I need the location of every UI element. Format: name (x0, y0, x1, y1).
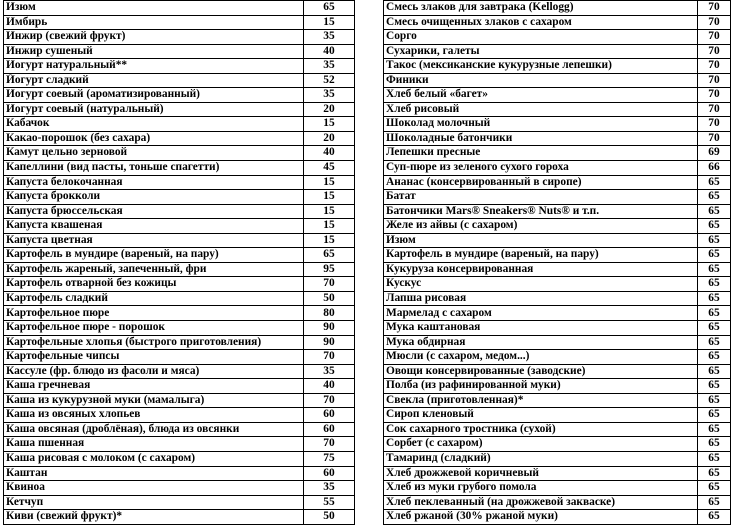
food-name-cell: Каша из овсяных хлопьев (4, 408, 304, 423)
food-name-cell: Смесь злаков для завтрака (Kellogg) (384, 1, 698, 16)
food-name-cell: Киви (свежий фрукт)* (4, 510, 304, 525)
food-name-cell: Свекла (приготовленная)* (384, 393, 698, 408)
table-row (384, 146, 731, 161)
table-row (384, 248, 731, 263)
table-row (4, 175, 355, 190)
table-row (4, 204, 355, 219)
food-name-cell: Полба (из рафинированной муки) (384, 379, 698, 394)
table-row (384, 379, 731, 394)
glycemic-index-cell: 65 (698, 408, 731, 423)
food-name-cell: Квиноа (4, 481, 304, 496)
food-name-cell: Иогурт соевый (натуральный) (4, 102, 304, 117)
food-name-cell: Какао-порошок (без сахара) (4, 131, 304, 146)
table-row (4, 248, 355, 263)
table-row (384, 117, 731, 132)
glycemic-index-cell: 15 (304, 175, 355, 190)
glycemic-index-cell: 40 (304, 379, 355, 394)
glycemic-index-cell: 70 (698, 131, 731, 146)
glycemic-index-cell: 65 (698, 437, 731, 452)
glycemic-index-cell: 65 (698, 495, 731, 510)
glycemic-index-cell: 65 (698, 175, 731, 190)
table-row (384, 1, 731, 16)
table-row (4, 335, 355, 350)
food-name-cell: Мармелад с сахаром (384, 306, 698, 321)
food-name-cell: Капуста квашеная (4, 219, 304, 234)
food-name-cell: Каша из кукурузной муки (мамалыга) (4, 393, 304, 408)
glycemic-index-cell: 52 (304, 73, 355, 88)
glycemic-index-cell: 95 (304, 262, 355, 277)
glycemic-index-cell: 70 (304, 350, 355, 365)
food-name-cell: Йогурт сладкий (4, 73, 304, 88)
food-name-cell: Картофель отварной без кожицы (4, 277, 304, 292)
glycemic-index-cell: 15 (304, 190, 355, 205)
food-name-cell: Батат (384, 190, 698, 205)
food-name-cell: Капуста белокочанная (4, 175, 304, 190)
food-name-cell: Лапша рисовая (384, 291, 698, 306)
glycemic-index-cell: 65 (698, 350, 731, 365)
glycemic-index-cell: 70 (304, 277, 355, 292)
table-row (384, 481, 731, 496)
glycemic-index-cell: 65 (698, 510, 731, 525)
glycemic-index-cell: 65 (698, 321, 731, 336)
food-name-cell: Капуста брокколи (4, 190, 304, 205)
food-name-cell: Каша гречневая (4, 379, 304, 394)
glycemic-index-cell: 65 (698, 393, 731, 408)
table-row (384, 131, 731, 146)
food-name-cell: Сироп кленовый (384, 408, 698, 423)
glycemic-index-cell: 60 (304, 408, 355, 423)
glycemic-index-cell: 65 (304, 1, 355, 16)
food-name-cell: Суп-пюре из зеленого сухого гороха (384, 161, 698, 176)
food-name-cell: Желе из айвы (с сахаром) (384, 219, 698, 234)
table-row (4, 233, 355, 248)
table-row (384, 408, 731, 423)
glycemic-index-cell: 15 (304, 233, 355, 248)
table-row (384, 451, 731, 466)
table-row (4, 219, 355, 234)
table-row (384, 291, 731, 306)
food-name-cell: Имбирь (4, 15, 304, 30)
food-name-cell: Каша рисовая с молоком (с сахаром) (4, 451, 304, 466)
food-name-cell: Картофель сладкий (4, 291, 304, 306)
table-row (4, 15, 355, 30)
food-name-cell: Шоколад молочный (384, 117, 698, 132)
food-name-cell: Мука обдирная (384, 335, 698, 350)
glycemic-index-cell: 90 (304, 335, 355, 350)
table-row (4, 190, 355, 205)
glycemic-index-cell: 70 (698, 59, 731, 74)
food-name-cell: Иогурт натуральный** (4, 59, 304, 74)
glycemic-index-cell: 70 (698, 44, 731, 59)
glycemic-index-cell: 65 (698, 219, 731, 234)
table-row (4, 277, 355, 292)
table-row (4, 117, 355, 132)
food-name-cell: Картофельное пюре - порошок (4, 321, 304, 336)
glycemic-index-cell: 50 (304, 510, 355, 525)
table-body (384, 1, 731, 525)
food-name-cell: Инжир сушеный (4, 44, 304, 59)
glycemic-index-cell: 65 (698, 291, 731, 306)
table-row (4, 408, 355, 423)
glycemic-index-cell: 65 (698, 277, 731, 292)
glycemic-index-cell: 40 (304, 146, 355, 161)
table-row (384, 262, 731, 277)
table-row (4, 59, 355, 74)
food-name-cell: Кускус (384, 277, 698, 292)
food-name-cell: Хлеб пеклеванный (на дрожжевой закваске) (384, 495, 698, 510)
food-name-cell: Картофель в мундире (вареный, на пару) (384, 248, 698, 263)
glycemic-index-cell: 35 (304, 30, 355, 45)
glycemic-index-cell: 35 (304, 364, 355, 379)
food-name-cell: Тамаринд (сладкий) (384, 451, 698, 466)
glycemic-index-cell: 70 (698, 88, 731, 103)
table-row (4, 466, 355, 481)
table-row (4, 291, 355, 306)
table-row (384, 219, 731, 234)
table-row (4, 364, 355, 379)
glycemic-index-cell: 90 (304, 321, 355, 336)
food-name-cell: Такос (мексиканские кукурузные лепешки) (384, 59, 698, 74)
table-row (4, 510, 355, 525)
food-name-cell: Кассуле (фр. блюдо из фасоли и мяса) (4, 364, 304, 379)
table-row (384, 44, 731, 59)
glycemic-index-cell: 70 (698, 1, 731, 16)
glycemic-index-cell: 65 (698, 262, 731, 277)
glycemic-index-cell: 69 (698, 146, 731, 161)
table-row (384, 175, 731, 190)
glycemic-index-cell: 15 (304, 117, 355, 132)
glycemic-index-cell: 70 (698, 102, 731, 117)
table-row (384, 393, 731, 408)
glycemic-index-cell: 80 (304, 306, 355, 321)
glycemic-index-cell: 65 (698, 190, 731, 205)
glycemic-index-cell: 55 (304, 495, 355, 510)
glycemic-index-cell: 35 (304, 59, 355, 74)
food-name-cell: Картофельные хлопья (быстрого приготовления) (4, 335, 304, 350)
table-row (4, 88, 355, 103)
food-name-cell: Мюсли (с сахаром, медом...) (384, 350, 698, 365)
glycemic-index-cell: 20 (304, 131, 355, 146)
glycemic-index-cell: 65 (698, 422, 731, 437)
glycemic-index-cell: 70 (698, 73, 731, 88)
table-row (384, 88, 731, 103)
glycemic-index-cell: 75 (304, 451, 355, 466)
glycemic-index-cell: 65 (698, 451, 731, 466)
table-row (4, 30, 355, 45)
table-row (384, 30, 731, 45)
glycemic-index-cell: 50 (304, 291, 355, 306)
glycemic-index-cell: 60 (304, 422, 355, 437)
food-name-cell: Каша овсяная (дроблёная), блюда из овсянки (4, 422, 304, 437)
food-name-cell: Хлеб рисовый (384, 102, 698, 117)
glycemic-index-cell: 65 (698, 204, 731, 219)
glycemic-index-cell: 40 (304, 44, 355, 59)
table-row (384, 335, 731, 350)
table-row (4, 44, 355, 59)
table-row (384, 204, 731, 219)
table-row (4, 306, 355, 321)
food-name-cell: Кетчуп (4, 495, 304, 510)
food-name-cell: Сорбет (с сахаром) (384, 437, 698, 452)
glycemic-index-cell: 65 (698, 248, 731, 263)
table-row (4, 422, 355, 437)
table-row (384, 466, 731, 481)
glycemic-index-cell: 35 (304, 88, 355, 103)
food-name-cell: Овощи консервированные (заводские) (384, 364, 698, 379)
glycemic-index-cell: 70 (304, 437, 355, 452)
glycemic-index-cell: 70 (698, 15, 731, 30)
food-name-cell: Инжир (свежий фрукт) (4, 30, 304, 45)
glycemic-index-cell: 15 (304, 219, 355, 234)
food-name-cell: Сухарики, галеты (384, 44, 698, 59)
glycemic-index-cell: 15 (304, 204, 355, 219)
food-name-cell: Батончики Mars® Sneakers® Nuts® и т.п. (384, 204, 698, 219)
table-row (384, 277, 731, 292)
glycemic-index-cell: 66 (698, 161, 731, 176)
food-name-cell: Кукуруза консервированная (384, 262, 698, 277)
table-row (4, 131, 355, 146)
food-name-cell: Финики (384, 73, 698, 88)
table-row (384, 15, 731, 30)
glycemic-index-cell: 70 (698, 30, 731, 45)
food-name-cell: Ананас (консервированный в сиропе) (384, 175, 698, 190)
glycemic-index-cell: 65 (698, 233, 731, 248)
table-row (384, 59, 731, 74)
food-name-cell: Хлеб дрожжевой коричневый (384, 466, 698, 481)
food-name-cell: Картофель в мундире (вареный, на пару) (4, 248, 304, 263)
table-row (384, 422, 731, 437)
food-name-cell: Иогурт соевый (ароматизированный) (4, 88, 304, 103)
food-name-cell: Хлеб белый «багет» (384, 88, 698, 103)
food-name-cell: Изюм (4, 1, 304, 16)
food-name-cell: Мука каштановая (384, 321, 698, 336)
table-row (4, 161, 355, 176)
table-row (384, 102, 731, 117)
food-name-cell: Изюм (384, 233, 698, 248)
table-row (4, 102, 355, 117)
table-row (4, 1, 355, 16)
food-name-cell: Хлеб ржаной (30% ржаной муки) (384, 510, 698, 525)
food-name-cell: Сорго (384, 30, 698, 45)
food-name-cell: Капуста цветная (4, 233, 304, 248)
table-row (384, 306, 731, 321)
food-name-cell: Капуста брюссельская (4, 204, 304, 219)
food-name-cell: Камут цельно зерновой (4, 146, 304, 161)
table-row (384, 190, 731, 205)
food-name-cell: Шоколадные батончики (384, 131, 698, 146)
glycemic-index-cell: 60 (304, 466, 355, 481)
glycemic-index-cell: 65 (698, 306, 731, 321)
table-row (4, 437, 355, 452)
table-row (4, 495, 355, 510)
food-name-cell: Картофель жареный, запеченный, фри (4, 262, 304, 277)
table-row (4, 73, 355, 88)
table-row (4, 146, 355, 161)
food-name-cell: Кабачок (4, 117, 304, 132)
table-row (384, 321, 731, 336)
table-row (384, 161, 731, 176)
food-name-cell: Хлеб из муки грубого помола (384, 481, 698, 496)
glycemic-index-cell: 65 (698, 481, 731, 496)
food-name-cell: Лепешки пресные (384, 146, 698, 161)
glycemic-index-cell: 65 (304, 248, 355, 263)
food-name-cell: Картофельное пюре (4, 306, 304, 321)
glycemic-index-table-left (3, 0, 355, 525)
table-body (4, 1, 355, 525)
glycemic-index-table-right (383, 0, 731, 525)
table-row (4, 481, 355, 496)
table-row (4, 379, 355, 394)
table-row (384, 350, 731, 365)
table-row (4, 262, 355, 277)
food-name-cell: Картофельные чипсы (4, 350, 304, 365)
table-row (384, 233, 731, 248)
food-name-cell: Капеллини (вид пасты, тоньше спагетти) (4, 161, 304, 176)
table-row (4, 451, 355, 466)
food-name-cell: Каштан (4, 466, 304, 481)
glycemic-index-cell: 20 (304, 102, 355, 117)
food-name-cell: Смесь очищенных злаков с сахаром (384, 15, 698, 30)
glycemic-index-cell: 70 (698, 117, 731, 132)
table-row (4, 393, 355, 408)
food-name-cell: Сок сахарного тростника (сухой) (384, 422, 698, 437)
table-row (4, 321, 355, 336)
table-row (384, 495, 731, 510)
glycemic-index-cell: 65 (698, 379, 731, 394)
table-row (4, 350, 355, 365)
glycemic-index-cell: 65 (698, 364, 731, 379)
food-name-cell: Каша пшенная (4, 437, 304, 452)
glycemic-index-cell: 35 (304, 481, 355, 496)
table-row (384, 510, 731, 525)
glycemic-index-cell: 65 (698, 335, 731, 350)
table-row (384, 437, 731, 452)
glycemic-index-cell: 65 (698, 466, 731, 481)
glycemic-index-cell: 15 (304, 15, 355, 30)
glycemic-index-cell: 45 (304, 161, 355, 176)
table-row (384, 364, 731, 379)
glycemic-index-cell: 70 (304, 393, 355, 408)
table-row (384, 73, 731, 88)
